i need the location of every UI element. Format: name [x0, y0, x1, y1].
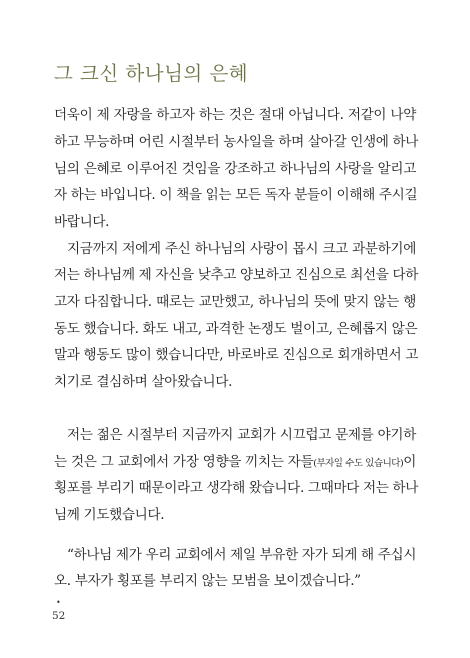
paragraph-line: 바랍니다. — [54, 214, 110, 230]
paragraph-line: 횡포를 부리기 때문이라고 생각해 왔습니다. 그때마다 저는 하나 — [54, 480, 419, 496]
paragraph-line: 더욱이 제 자랑을 하고자 하는 것은 절대 아닙니다. 저같이 나약 — [54, 107, 416, 123]
paragraph-line: 동도 했습니다. 화도 내고, 과격한 논쟁도 벌이고, 은혜롭지 않은 — [54, 321, 418, 337]
paragraph-line: 자 하는 바입니다. 이 책을 읽는 모든 독자 분들이 이해해 주시길 — [54, 187, 418, 203]
quote-line: “하나님 제가 우리 교회에서 제일 부유한 자가 되게 해 주십시 — [67, 547, 417, 563]
paragraph-line: 고자 다짐합니다. 때로는 교만했고, 하나님의 뜻에 맞지 않는 행 — [54, 294, 416, 310]
page-number: 52 — [52, 610, 66, 622]
section-heading: 그 크신 하나님의 은혜 — [54, 62, 249, 85]
paragraph-line: 치기로 결심하며 살아왔습니다. — [54, 374, 233, 390]
paragraph-text: 는 것은 그 교회에서 가장 영향을 끼치는 자들 — [54, 454, 314, 470]
paragraph-line: 님께 기도했습니다. — [54, 507, 165, 523]
paragraph-line: 님의 은혜로 이루어진 것임을 강조하고 하나님의 사랑을 알리고 — [54, 161, 416, 177]
paragraph-text: 이 — [403, 454, 416, 470]
paragraph-line: 하고 무능하며 어린 시절부터 농사일을 하며 살아갈 인생에 하나 — [54, 134, 419, 150]
paragraph-line: 저는 하나님께 제 자신을 낮추고 양보하고 진심으로 최선을 다하 — [54, 267, 419, 283]
parenthetical-note: (부자일 수도 있습니다) — [313, 458, 404, 469]
footer-ornament: • — [56, 598, 61, 607]
paragraph-line: 저는 젊은 시절부터 지금까지 교회가 시끄럽고 문제를 야기하 — [67, 427, 416, 443]
quote-line: 오. 부자가 횡포를 부리지 않는 모범을 보이겠습니다.” — [54, 573, 361, 589]
paragraph-line: 지금까지 저에게 주신 하나님의 사랑이 몹시 크고 과분하기에 — [67, 241, 416, 257]
paragraph-line — [54, 453, 416, 473]
paragraph-line: 말과 행동도 많이 했습니다만, 바로바로 진심으로 회개하면서 고 — [54, 347, 419, 363]
